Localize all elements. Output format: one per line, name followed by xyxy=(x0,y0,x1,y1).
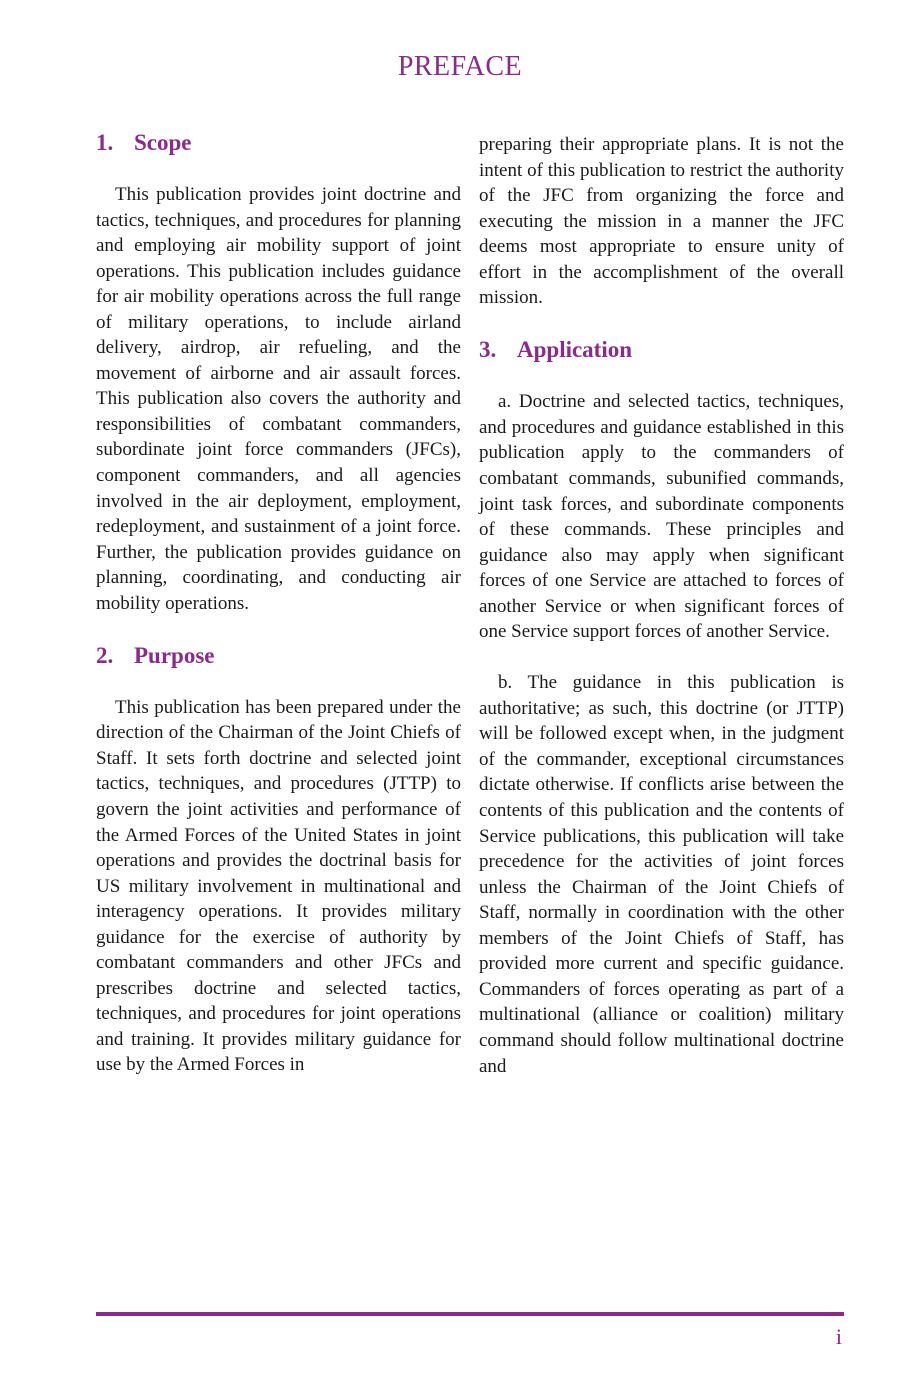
section-heading-purpose xyxy=(96,642,461,670)
application-paragraph-b: b. The guidance in this publication is authoritative; as such, this doctrine (or JTTP) will be followed except when, in the judgment of the commander, exceptional circumstances dictate otherwise. If conflicts arise between the contents of this publication and the contents of Service publications, this publication will take precedence for the activities of joint forces unless the Chairman of the Joint Chiefs of Staff, normally in coordination with the other members of the Joint Chiefs of Staff, has provided more current and specific guidance. Commanders of forces operating as part of a multinational (alliance or coalition) military command should follow multinational doctrine and xyxy=(479,672,844,1077)
section-heading-scope xyxy=(96,129,461,157)
scope-paragraph: This publication provides joint doctrine and tactics, techniques, and procedures for planning and employing air mobility support of joint operations. This publication includes guidance for air mobility operations across the full range of military operations, to include airland delivery, airdrop, air refueling, and the movement of airborne and air assault forces. This publication also covers the authority and responsibilities of combatant commanders, subordinate joint force commanders (JFCs), component commanders, and all agencies involved in the air deployment, employment, redeployment, and sustainment of a joint force. Further, the publication provides guidance on planning, coordinating, and conducting air mobility operations. xyxy=(96,184,461,614)
application-paragraph-a: a. Doctrine and selected tactics, techniques, and procedures and guidance established in this publication apply to the commanders of combatant commands, subunified commands, joint task forces, and subordinate components of these commands. These principles and guidance also may apply when significant forces of one Service are attached to forces of another Service or when significant forces of one Service support forces of another Service. xyxy=(479,391,844,643)
section-title: Application xyxy=(517,337,633,363)
page-number: i xyxy=(835,1324,842,1349)
purpose-paragraph-continued: preparing their appropriate plans. It is not the intent of this publication to restrict the authority of the JFC from organizing the force and executing the mission in a manner the JFC deems most appropriate to ensure unity of effort in the accomplishment of the overall mission. xyxy=(479,134,844,309)
left-column xyxy=(96,129,461,1104)
section-number: 1. xyxy=(96,130,114,155)
section-number: 3. xyxy=(479,337,497,363)
purpose-paragraph: This publication has been prepared under the direction of the Chairman of the Joint Chiefs of Staff. It sets forth doctrine and selected joint tactics, techniques, and procedures (JTTP) to govern the joint activities and performance of the Armed Forces of the United States in joint operations and provides the doctrinal basis for US military involvement in multinational and interagency operations. It provides military guidance for the exercise of authority by combatant commanders and other JFCs and prescribes doctrine and selected tactics, techniques, and procedures for joint operations and training. It provides military guidance for use by the Armed Forces in xyxy=(96,696,461,1076)
footer-rule xyxy=(96,1312,844,1316)
section-title: Scope xyxy=(134,130,192,155)
right-column xyxy=(479,132,844,1105)
section-heading-application xyxy=(479,336,844,364)
section-title: Purpose xyxy=(134,642,215,668)
page-title: PREFACE xyxy=(397,51,523,82)
section-number: 2. xyxy=(96,642,114,668)
